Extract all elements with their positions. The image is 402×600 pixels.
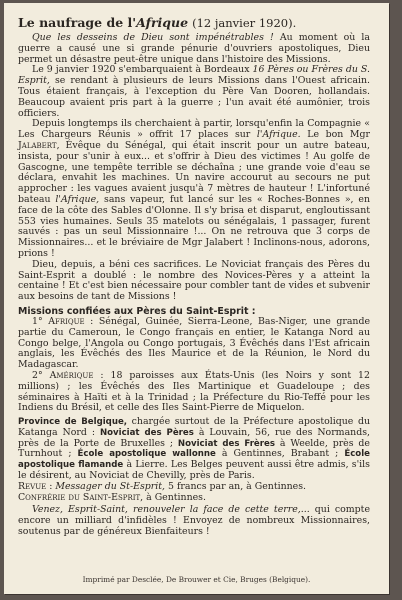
confrerie-text: à Gentinnes.: [143, 491, 206, 503]
p2-italic: 16 Pères ou Frères du S. Esprit,: [18, 64, 370, 87]
closing-rest: ... qui compte encore un milliard d'infidèles ! Envoyez de nombreux Missionnaires, soutenus par de généreux Bienfaiteurs !: [18, 504, 371, 538]
ecole-flamande: École apostolique flamande: [18, 449, 370, 471]
holy-card: [4, 3, 389, 594]
amerique-text: : 18 paroisses aux États-Unis (les Noirs y sont 12 millions) ; les Évêchés des Iles Martinique et Guadeloupe ; des séminaires à Haïti et à la Trinidad ; la Préfecture du Rio-Teffé pour les Indiens du Brésil, et celle des Iles Saint-Pierre de Miquelon.: [18, 369, 370, 414]
noviciat-freres: Noviciat des Frères: [177, 438, 275, 449]
revue-b: 5 francs par an, à Gentinnes.: [165, 480, 307, 492]
belgique-e: à Lierre. Les Belges peuvent aussi être admis, s'ils le désirent, au Noviciat de Chevilly, près de Paris.: [18, 459, 370, 482]
belgique-label: Province de Belgique,: [18, 417, 128, 428]
belgique-b: à Louvain, 56, rue des Normands, près de la Porte de Bruxelles ;: [18, 426, 370, 449]
belgique-a: chargée surtout de la Préfecture apostolique du Katanga Nord :: [18, 416, 370, 438]
p2-a: Le 9 janvier 1920 s'embarquaient à Bordeaux: [32, 64, 253, 76]
confrerie-label: Confrérie du Saint-Esprit,: [18, 491, 144, 503]
missions-heading: Missions confiées aux Pères du Saint-Esprit :: [18, 305, 256, 317]
belgique-d: à Gentinnes, Brabant ;: [215, 448, 345, 460]
missions-afrique: [18, 317, 370, 371]
p3-d: sans vapeur, fut lancé sur les « Roches-Bonnes », en face de la côte des Sables d'Olonne. Il s'y brisa et disparut, engloutissant 553 vies humaines. Seuls 35 matelots ou sénégalais, 1 passager, furent sauvés : pas un seul Missionnaire !... On ne retrouva que 3 corps de Missionnaires... et le bréviaire de Mgr Jalabert ! Inclinons-nous, adorons, prions !: [18, 193, 370, 259]
paragraph-3: [18, 119, 370, 259]
p1-rest: Au moment où la guerre a causé une si grande pénurie d'ouvriers apostoliques, Dieu permet un désastre peut-être unique dans l'histoire des Missions.: [18, 32, 370, 65]
afrique-text: : Sénégal, Guinée, Sierra-Leone, Bas-Niger, une grande partie du Cameroun, le Congo français en entier, le Katanga Nord au Congo belge, l'Angola ou Congo portugais, 3 Évêchés dans l'Est africain anglais, les Évêchés des Iles Maurice et de la Réunion, le Nord du Madagascar.: [18, 315, 370, 371]
p3-italic2: l'Afrique,: [55, 193, 100, 205]
p1-italic: Que les desseins de Dieu sont impénétrables !: [32, 32, 274, 43]
page-title: [18, 15, 370, 31]
paragraph-1: [18, 33, 370, 65]
p3-smallcaps: Jalabert: [18, 139, 57, 151]
belgique-c: à Weelde, près de Turnhout ;: [18, 437, 370, 460]
noviciat-peres: Noviciat des Pères: [99, 427, 194, 438]
p3-b: Le bon Mgr: [300, 129, 370, 141]
p3-a: Depuis longtemps ils cherchaient à partir, lorsqu'enfin la Compagnie « Les Chargeurs Réunis » offrit 17 places sur: [18, 118, 370, 141]
revue-title: Messager du St-Esprit,: [55, 480, 165, 492]
card-text: [18, 15, 370, 538]
p3-italic1: l'Afrique.: [256, 129, 301, 141]
afrique-label: 1° Afrique: [32, 315, 85, 327]
p2-b: se rendant à plusieurs de leurs Missions dans l'Ouest africain. Tous étaient français, à l'exception du Père Van Dooren, hollandais. Beaucoup avaient pris part à la guerre ; l'un avait été aumônier, trois officiers.: [18, 75, 370, 119]
closing-italic: Venez, Esprit-Saint, renouveler la face de cette terre,: [32, 504, 301, 516]
province-belgique: [18, 417, 370, 482]
title-prefix: Le naufrage de l': [18, 15, 137, 30]
title-ship: Afrique: [136, 15, 189, 30]
confrerie-line: [18, 493, 370, 504]
amerique-label: 2° Amérique: [32, 369, 94, 381]
revue-a: :: [46, 480, 56, 492]
paragraph-2: [18, 65, 370, 119]
ecole-wallonne: École apostolique wallonne: [77, 449, 216, 460]
title-date: (12 janvier 1920).: [192, 16, 297, 30]
closing-paragraph: [18, 505, 370, 537]
printer-footer: Imprimé par Desclée, De Brouwer et Cie, Bruges (Belgique).: [82, 575, 311, 584]
paragraph-4: Dieu, depuis, a béni ces sacrifices. Le Noviciat français des Pères du Saint-Esprit a doublé : le nombre des Novices-Pères y a atteint la centaine ! Et c'est bien nécessaire pour combler tant de vides et subvenir aux besoins de tant de Missions !: [18, 258, 370, 303]
missions-amerique: [18, 371, 370, 414]
p3-c: , Évêque du Sénégal, qui était inscrit pour un autre bateau, insista, pour s'unir à eux... et s'offrir à Dieu des victimes ! Au golfe de Gascogne, une tempête terrible se déchaîna ; une grande voie d'eau se déclara, envahit les machines. Un navire accourut au secours ne put approcher : les vagues avaient jusqu'à 7 mètres de hauteur ! L'infortuné bateau: [18, 139, 370, 205]
revue-label: Revue: [18, 480, 47, 492]
